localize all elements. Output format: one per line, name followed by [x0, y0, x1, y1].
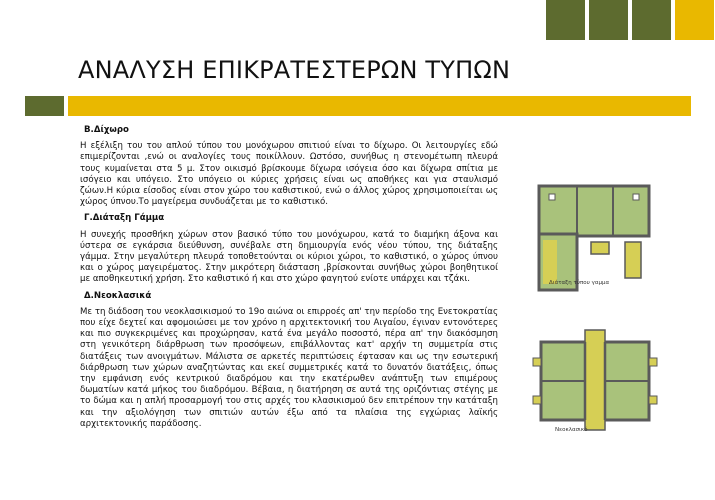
deco-square-gold [675, 0, 714, 40]
deco-square-olive [546, 0, 585, 40]
section-heading: Β.Δίχωρο [84, 125, 129, 135]
figure-caption: Νεοκλασικό [555, 427, 588, 433]
deco-square-olive [589, 0, 628, 40]
text-column [80, 125, 498, 435]
section-heading: Δ.Νεοκλασικά [84, 290, 152, 301]
slide-title: ΑΝΑΛΥΣΗ ΕΠΙΚΡΑΤΕΣΤΕΡΩΝ ΤΥΠΩΝ [78, 56, 511, 85]
neoclassical-plan-figure [525, 320, 666, 452]
gamma-plan-figure [525, 170, 666, 302]
accent-bar-right [68, 96, 691, 116]
section-heading: Γ.Διάταξη Γάμμα [84, 213, 165, 224]
section-body: Με τη διάδοση του νεοκλασικισμού το 19ο αιώνα οι επιρροές απ' την περίοδο της Ενετοκρατίας που είχε δεχτεί και αφομοιώσει με τον χρόνο η αρχιτεκτονική του Αιγαίου, έγιναν εντονότερες και πιο συγκεκριμένες και προχώρησαν, κατά ένα μεγάλο ποσοστό, πέρα απ' την διακόσμηση στη γενικότερη διάρθρωση των προσόψεων, επιβάλλοντας κατ' αρχήν τη συμμετρία στις διατάξεις των ανοιγμάτων. Μάλιστα σε αρκετές περιπτώσεις έφτασαν και ως την εσωτερική διάρθρωση των χώρων αναζητώντας και εκεί συμμετρικές κατά το δυνατόν διατάξεις, όπως την εμφάνιση ενός κεντρικού διαδρόμου και την εκατέρωθεν ανάπτυξη των επιμέρους δωματίων κατά μήκος του διαδρόμου. Βέβαια, η διατήρηση σε αυτά της οριζόντιας στέγης με το δώμα και η απλή προσαρμογή του στις αρχές του κλασικισμού δεν επιτρέπουν την κατάταξη και την αξιολόγηση των σπιτιών αυτών έξω από τα πλαίσια της εγχώριας λαϊκής αρχιτεκτονικής παράδοσης. [80, 306, 498, 429]
section-body: Η εξέλιξη του του απλού τύπου του μονόχωρου σπιτιού είναι το δίχωρο. Οι λειτουργίες εδώ επιμερίζονται ,ενώ οι αναλογίες τους ποικίλλουν. Ωστόσο, συνήθως η στενομέτωπη πλευρά τους κυμαίνεται στα 5 μ. Στον οικισμό βρίσκουμε δίχωρα ισόγεια όσο και δίχωρα σπίτια με ισόγειο και υπόγειο. Στο υπόγειο οι κύριες χρήσεις είναι ως αποθήκες και για σταυλισμό ζώων.Η κύρια είσοδος είναι στον χώρο του καθιστικού, ενώ ο άλλος χώρος χρησιμοποιείται ως χώρος ύπνου.Το μαγείρεμα συνδυάζεται με το καθιστικό. [80, 141, 498, 208]
corner-decoration [546, 0, 713, 40]
section-body: Η συνεχής προσθήκη χώρων στον βασικό τύπο του μονόχωρου, κατά το διαμήκη άξονα και ύστερα σε εγκάρσια διεύθυνση, συνέβαλε στη δημιουργία ενός νέου τύπου, της διάταξης γάμμα. Στην μεγαλύτερη πλευρά τοποθετούνται οι κύριοι χώροι, το καθιστικό, ο χώρος ύπνου και ο χώρος μαγειρέματος. Στην μικρότερη διάσταση ,βρίσκονται συνήθως χώροι βοηθητικοί με αποθηκευτική χρήση. Στο καθιστικό ή και στο χώρο φαγητού ενίοτε υπάρχει και τζάκι. [80, 229, 498, 285]
figure-caption: Διάταξη τύπου γαμμα [549, 280, 610, 286]
neoclassical-floor-plan [525, 320, 666, 452]
accent-bar-left [25, 96, 64, 116]
deco-square-olive [632, 0, 671, 40]
